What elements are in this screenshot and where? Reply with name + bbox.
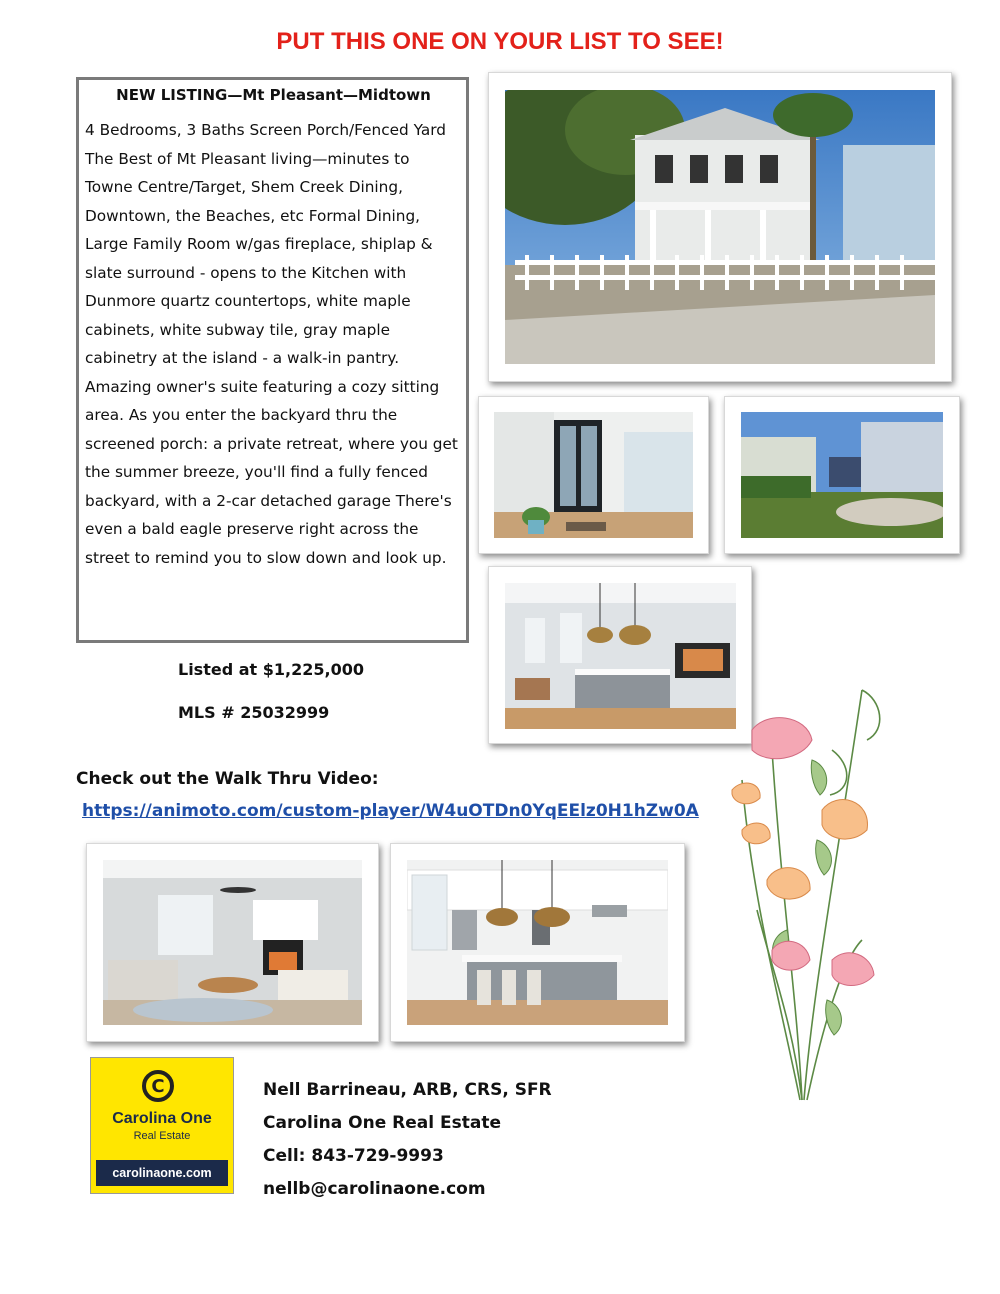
mls-number: MLS # 25032999 <box>178 703 330 722</box>
video-link[interactable]: https://animoto.com/custom-player/W4uOTDn0YqEElz0H1hZw0A <box>82 801 699 821</box>
backyard-photo <box>741 412 943 538</box>
kitchen-island-photo-frame <box>390 843 685 1042</box>
kitchen-photo <box>505 583 736 729</box>
agent-name: Nell Barrineau, ARB, CRS, SFR <box>263 1080 552 1100</box>
logo-url: carolinaone.com <box>96 1160 228 1186</box>
logo-company-name: Carolina One <box>112 1110 212 1127</box>
listing-title: NEW LISTING—Mt Pleasant—Midtown <box>116 86 431 104</box>
agent-cell: Cell: 843-729-9993 <box>263 1146 444 1166</box>
kitchen-island-photo <box>407 860 668 1025</box>
headline: PUT THIS ONE ON YOUR LIST TO SEE! <box>276 28 724 55</box>
front-door-photo-frame <box>478 396 709 554</box>
listing-description: 4 Bedrooms, 3 Baths Screen Porch/Fenced Yard The Best of Mt Pleasant living—minutes to Towne Centre/Target, Shem Creek Dining, Downtown, the Beaches, etc Formal Dining, Large Family Room w/gas fireplace, shiplap & slate surround - opens to the Kitchen with Dunmore quartz countertops, white maple cabinets, white subway tile, gray maple cabinetry at the island - a walk-in pantry. Amazing owner's suite featuring a cozy sitting area. As you enter the backyard thru the screened porch: a private retreat, where you get the summer breeze, you'll find a fully fenced backyard, with a 2-car detached garage There's even a bald eagle preserve right across the street to remind you to slow down and look up. <box>85 121 458 567</box>
backyard-photo-frame <box>724 396 960 554</box>
agent-email[interactable]: nellb@carolinaone.com <box>263 1179 486 1199</box>
logo-subtitle: Real Estate <box>133 1130 191 1142</box>
copyright-symbol-icon: C <box>142 1070 174 1102</box>
agent-company: Carolina One Real Estate <box>263 1113 501 1133</box>
living-room-photo <box>103 860 362 1025</box>
agent-contact <box>263 1074 552 1206</box>
listing-description-box <box>76 77 469 643</box>
exterior-photo-frame <box>488 72 952 382</box>
flower-bouquet-icon <box>712 670 892 1110</box>
listing-price: Listed at $1,225,000 <box>178 660 364 679</box>
living-room-photo-frame <box>86 843 379 1042</box>
carolina-one-logo <box>90 1057 234 1194</box>
video-label: Check out the Walk Thru Video: <box>76 769 379 789</box>
exterior-photo <box>505 90 935 364</box>
front-door-photo <box>494 412 693 538</box>
